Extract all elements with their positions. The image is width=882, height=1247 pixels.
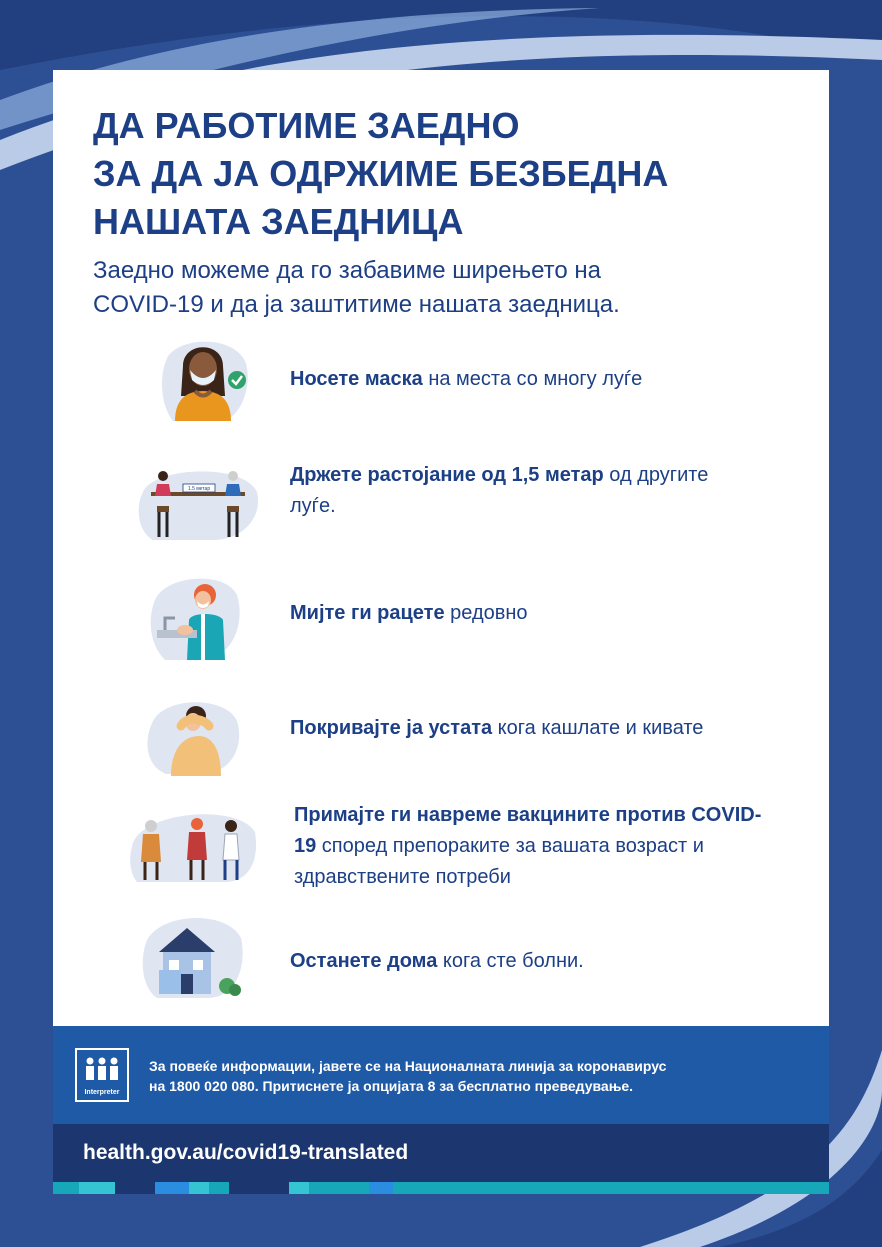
house-icon <box>137 910 247 1000</box>
subtitle <box>93 254 813 322</box>
subtitle-line: COVID-19 и да ја заштитиме нашата заедница. <box>93 291 620 318</box>
item-bold: Останете дома <box>290 950 438 972</box>
item-bold: Држете растојание од 1,5 метар <box>290 464 604 486</box>
interpreter-label: Interpreter <box>84 1089 120 1096</box>
item-rest: кога кашлате и кивате <box>492 717 704 739</box>
list-item <box>53 336 829 426</box>
vaccine-icon <box>127 802 259 884</box>
title-line: НАШАТА ЗАЕДНИЦА <box>93 201 464 242</box>
list-item <box>53 910 829 1000</box>
title-line: ДА РАБОТИМЕ ЗАЕДНО <box>93 105 520 146</box>
item-text <box>294 800 774 893</box>
mask-person-icon <box>153 336 253 426</box>
list-item <box>53 696 829 776</box>
item-text <box>290 460 730 522</box>
item-text <box>290 364 790 395</box>
item-rest: на места со многу луѓе <box>422 368 643 390</box>
title-line: ЗА ДА ЈА ОДРЖИМЕ БЕЗБЕДНА <box>93 153 669 194</box>
list-item <box>53 802 829 888</box>
distance-sign: 1.5 метар <box>187 486 211 492</box>
interpreter-icon <box>75 1048 129 1102</box>
info-footer <box>53 1026 829 1124</box>
footer-text <box>149 1056 809 1096</box>
footer-line: За повеќе информации, јавете се на Националната линија за коронавирус <box>149 1058 667 1074</box>
item-rest: редовно <box>444 602 528 624</box>
item-bold: Мијте ги рацете <box>290 602 445 624</box>
item-text <box>290 598 790 629</box>
item-text <box>290 946 790 977</box>
item-rest: според препораките за вашата возраст и здравствените потреби <box>294 835 704 888</box>
page-title <box>93 102 813 246</box>
item-bold: Покривајте ја устата <box>290 717 493 739</box>
footer-line: на 1800 020 080. Притиснете ја опцијата 8 за бесплатно преведување. <box>149 1078 634 1094</box>
list-item <box>53 462 829 542</box>
item-bold: Примајте ги навреме вакцините против COVID-19 <box>294 804 762 857</box>
item-bold: Носете маска <box>290 368 423 390</box>
cough-icon <box>141 696 245 776</box>
list-item <box>53 570 829 662</box>
distance-icon <box>133 462 263 542</box>
handwash-icon <box>145 570 245 662</box>
item-rest: од другите луѓе. <box>290 464 709 517</box>
decorative-stripe <box>53 1182 829 1194</box>
item-rest: кога сте болни. <box>437 950 584 972</box>
interpreter-figures-icon <box>83 1056 121 1082</box>
url-bar <box>53 1124 829 1182</box>
item-text <box>290 713 810 744</box>
content-card <box>53 70 829 1026</box>
website-link[interactable]: health.gov.au/covid19-translated <box>83 1141 409 1164</box>
subtitle-line: Заедно можеме да го забавиме ширењето на <box>93 257 602 284</box>
